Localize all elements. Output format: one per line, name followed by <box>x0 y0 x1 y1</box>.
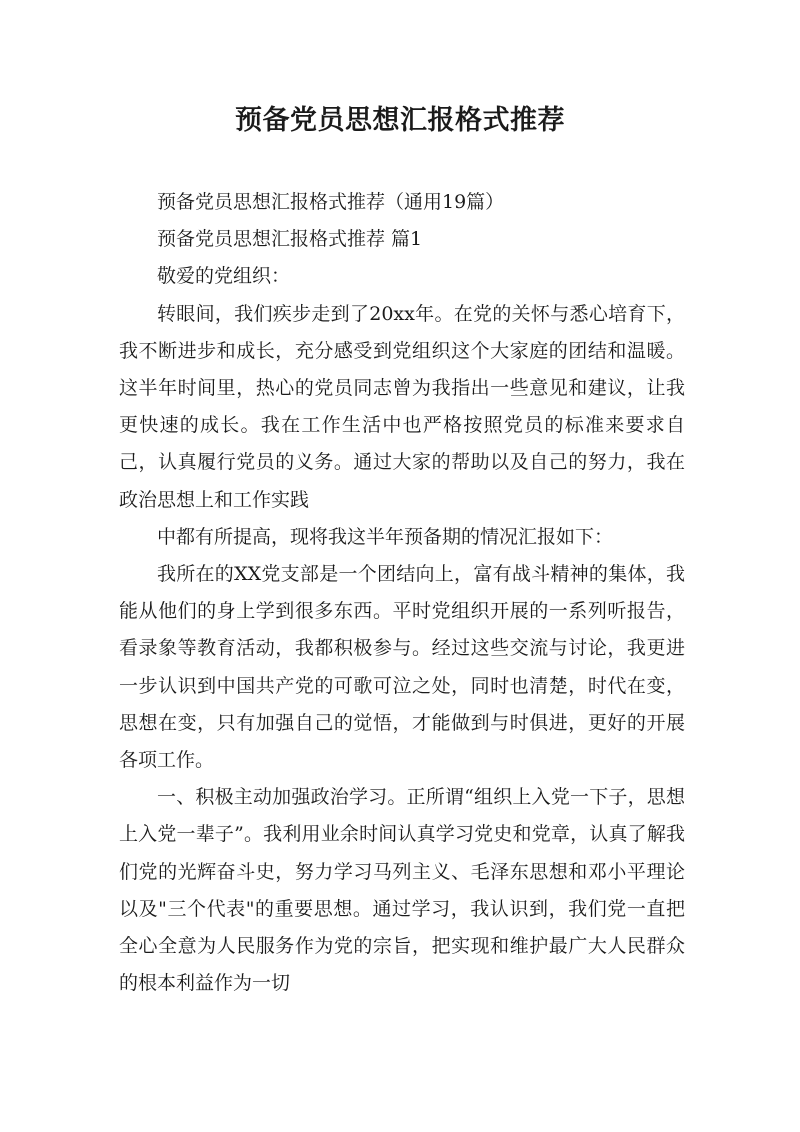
body-paragraph: 中都有所提高，现将我这半年预备期的情况汇报如下： <box>157 525 614 548</box>
subtitle-paragraph: 预备党员思想汇报格式推荐（通用19篇） <box>157 191 505 213</box>
body-paragraph: 转眼间，我们疾步走到了20xx年。在党的关怀与悉心培育下，我不断进步和成长，充分感受到党组织这个大家庭的团结和温暖。这半年时间里，热心的党员同志曾为我指出一些意见和建议，让我更快速的成长。我在工作生活中也严格按照党员的标准来要求自己，认真履行党员的义务。通过大家的帮助以及自己的努力，我在政治思想上和工作实践 <box>119 302 685 511</box>
body-paragraph: 一、积极主动加强政治学习。正所谓“组织上入党一下子，思想上入党一辈子”。我利用业余时间认真学习党史和党章，认真了解我们党的光辉奋斗史，努力学习马列主义、毛泽东思想和邓小平理论以及"三个代表"的重要思想。通过学习，我认识到，我们党一直把全心全意为人民服务作为党的宗旨，把实现和维护最广大人民群众的根本利益作为一切 <box>119 786 685 995</box>
salutation: 敬爱的党组织： <box>157 265 291 288</box>
section-heading: 预备党员思想汇报格式推荐 篇1 <box>157 228 423 251</box>
body-paragraph: 我所在的XX党支部是一个团结向上，富有战斗精神的集体，我能从他们的身上学到很多东西。平时党组织开展的一系列听报告，看录象等教育活动，我都积极参与。经过这些交流与讨论，我更进一步认识到中国共产党的可歌可泣之处，同时也清楚，时代在变，思想在变，只有加强自己的觉悟，才能做到与时俱进，更好的开展各项工作。 <box>119 563 685 772</box>
document-title: 预备党员思想汇报格式推荐 <box>235 105 565 136</box>
document-body <box>119 184 685 1002</box>
